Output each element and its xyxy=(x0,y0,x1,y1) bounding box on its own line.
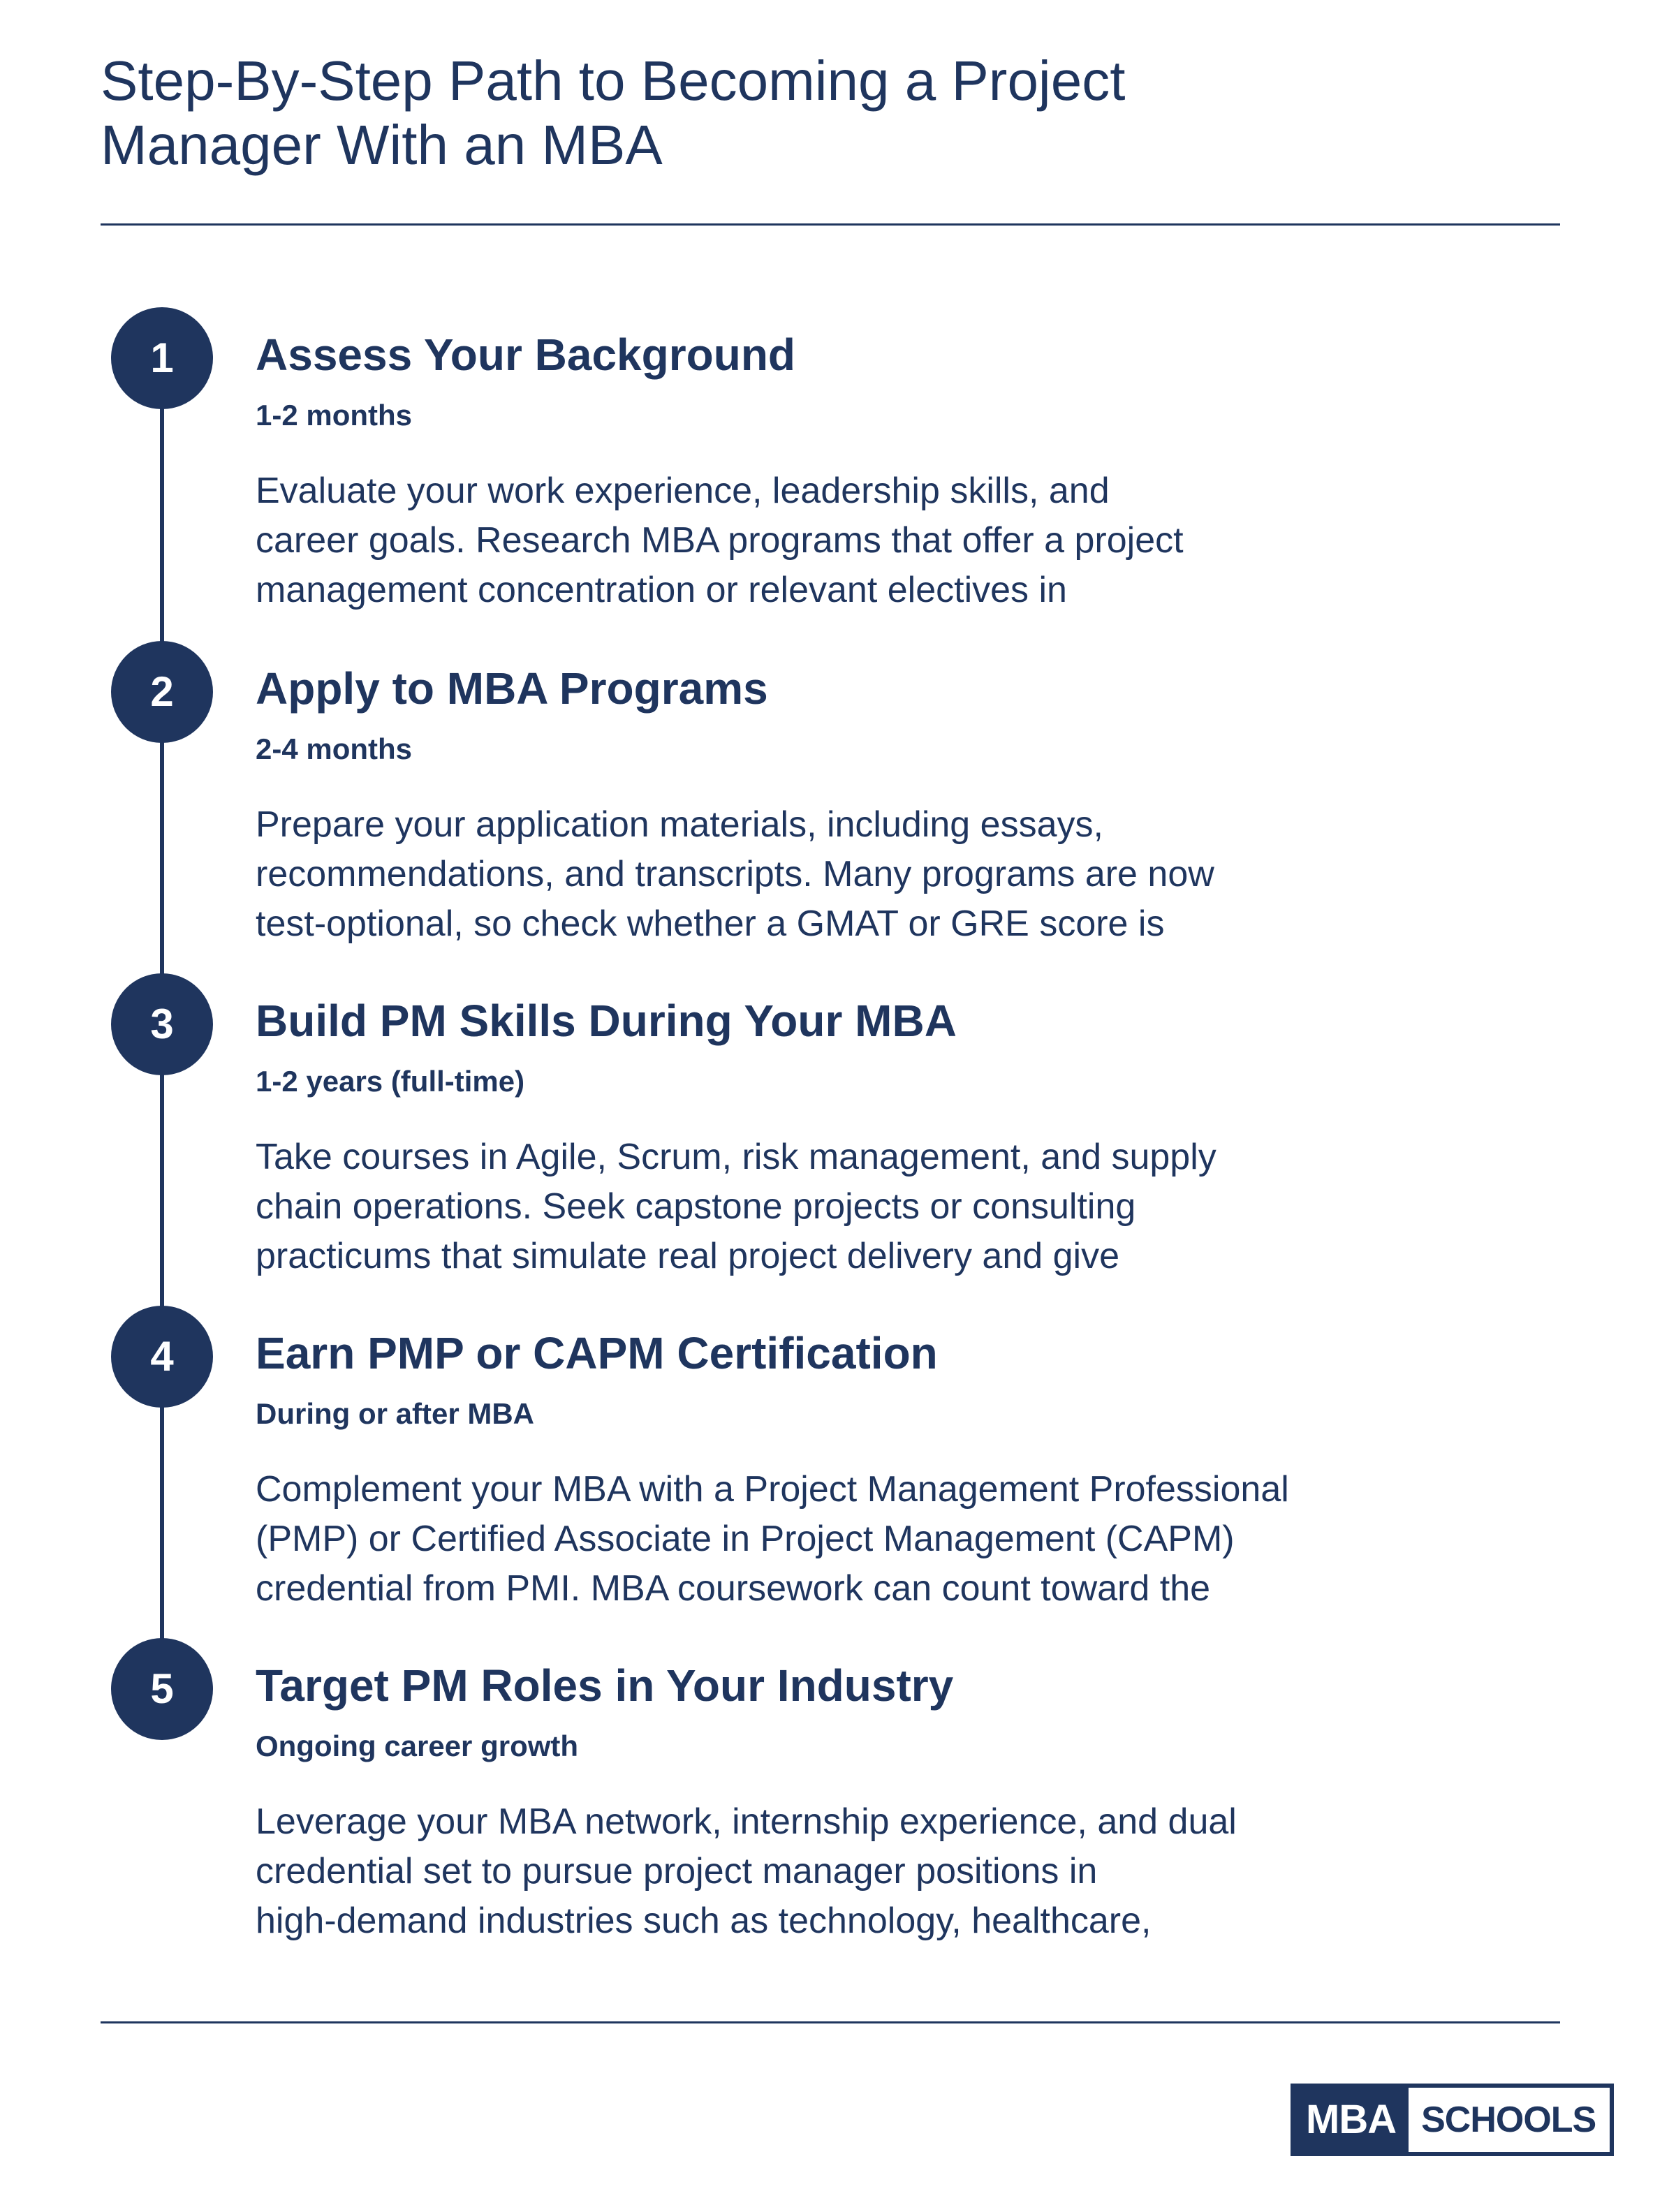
step-description-line: Complement your MBA with a Project Management Professional xyxy=(256,1469,1289,1510)
top-divider xyxy=(101,223,1560,226)
step-description xyxy=(256,800,1415,949)
step-title: Assess Your Background xyxy=(256,330,795,380)
step-title: Apply to MBA Programs xyxy=(256,663,768,714)
step-description-line: Evaluate your work experience, leadership skills, and xyxy=(256,471,1110,511)
step-description-line: Take courses in Agile, Scrum, risk management, and supply xyxy=(256,1137,1216,1177)
page-title xyxy=(101,49,1358,177)
step-description-line: practicums that simulate real project delivery and give xyxy=(256,1236,1120,1276)
step-duration: 1-2 months xyxy=(256,399,413,432)
step-description xyxy=(256,1797,1415,1946)
step-description-line: career goals. Research MBA programs that offer a project xyxy=(256,520,1184,561)
step-description xyxy=(256,1133,1415,1281)
step-duration: 2-4 months xyxy=(256,732,413,765)
step-number-badge: 2 xyxy=(111,641,213,743)
step-description-line: high-demand industries such as technology, healthcare, xyxy=(256,1901,1152,1941)
step-duration: Ongoing career growth xyxy=(256,1730,579,1762)
step-description-line: test-optional, so check whether a GMAT or GRE score is xyxy=(256,904,1165,944)
step-title: Earn PMP or CAPM Certification xyxy=(256,1328,938,1378)
step-duration: 1-2 years (full-time) xyxy=(256,1065,525,1098)
step-number-badge: 3 xyxy=(111,973,213,1075)
step-description xyxy=(256,1465,1415,1614)
step-duration: During or after MBA xyxy=(256,1397,534,1430)
step-number-badge: 4 xyxy=(111,1306,213,1408)
step-title: Target PM Roles in Your Industry xyxy=(256,1660,954,1711)
step-description-line: recommendations, and transcripts. Many programs are now xyxy=(256,854,1214,894)
step-description-line: Prepare your application materials, including essays, xyxy=(256,804,1103,845)
page-title-line-2: Manager With an MBA xyxy=(101,114,663,176)
logo-schools-text: SCHOOLS xyxy=(1409,2088,1610,2152)
step-number-badge: 5 xyxy=(111,1638,213,1740)
mba-schools-logo xyxy=(1291,2084,1614,2156)
step-description-line: chain operations. Seek capstone projects or consulting xyxy=(256,1186,1136,1227)
step-description-line: credential set to pursue project manager positions in xyxy=(256,1851,1098,1892)
step-title: Build PM Skills During Your MBA xyxy=(256,996,957,1046)
step-description xyxy=(256,466,1415,615)
step-description-line: (PMP) or Certified Associate in Project Management (CAPM) xyxy=(256,1519,1235,1559)
bottom-divider xyxy=(101,2021,1560,2023)
step-description-line: Leverage your MBA network, internship experience, and dual xyxy=(256,1801,1237,1842)
step-description-line: credential from PMI. MBA coursework can count toward the xyxy=(256,1568,1211,1609)
page-title-line-1: Step-By-Step Path to Becoming a Project xyxy=(101,50,1126,112)
step-description-line: management concentration or relevant electives in xyxy=(256,570,1067,610)
step-number-badge: 1 xyxy=(111,307,213,409)
logo-mba-text: MBA xyxy=(1295,2088,1409,2152)
